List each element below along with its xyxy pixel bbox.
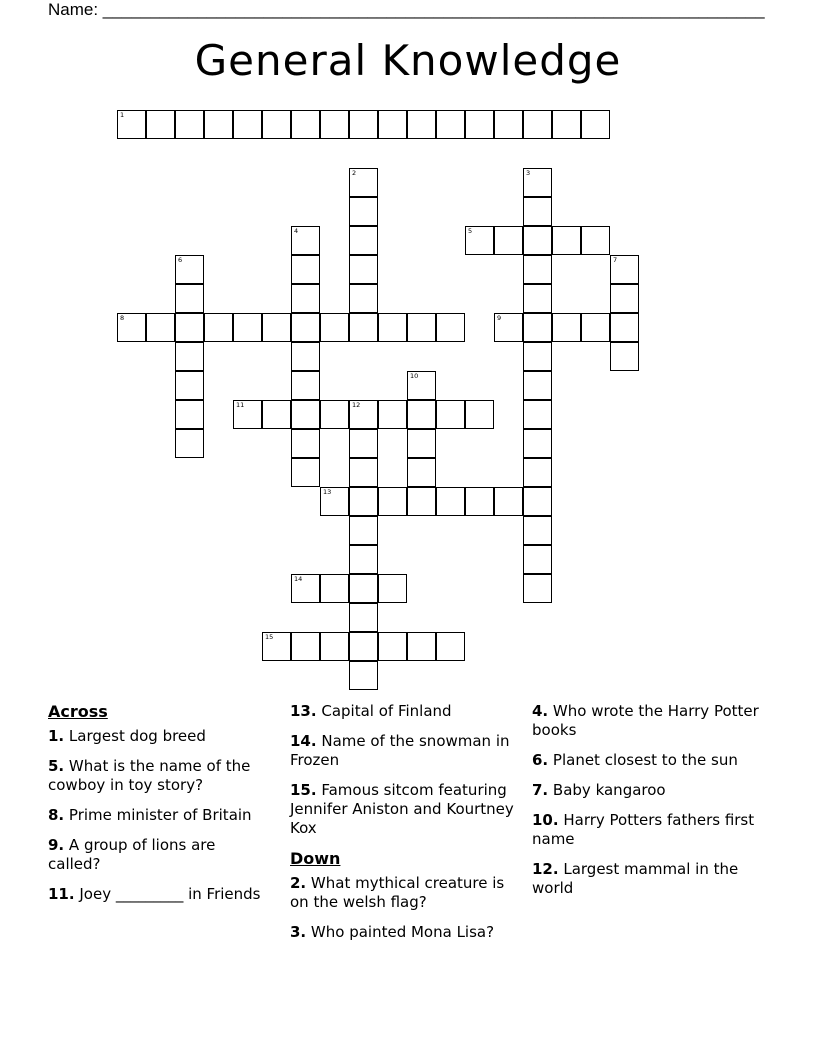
grid-cell[interactable] <box>407 400 436 429</box>
grid-cell[interactable] <box>378 487 407 516</box>
grid-cell[interactable] <box>523 458 552 487</box>
grid-cell[interactable] <box>291 400 320 429</box>
clue-down-7: 7. Baby kangaroo <box>532 781 666 799</box>
clue-across-15: 15. Famous sitcom featuring Jennifer Aniston and Kourtney Kox <box>290 781 514 837</box>
grid-cell[interactable] <box>552 226 581 255</box>
grid-cell[interactable] <box>407 429 436 458</box>
grid-cell[interactable] <box>175 255 204 284</box>
grid-cell[interactable] <box>291 632 320 661</box>
grid-cell[interactable] <box>291 371 320 400</box>
grid-cell[interactable] <box>523 197 552 226</box>
cell-number: 1 <box>120 111 125 119</box>
grid-cell[interactable] <box>291 284 320 313</box>
grid-cell[interactable] <box>349 168 378 197</box>
grid-cell[interactable] <box>610 313 639 342</box>
grid-cell[interactable] <box>204 313 233 342</box>
grid-cell[interactable] <box>436 400 465 429</box>
grid-cell[interactable] <box>494 110 523 139</box>
cell-number: 2 <box>352 169 357 177</box>
cell-number: 7 <box>613 256 618 264</box>
cell-number: 9 <box>497 314 502 322</box>
grid-cell[interactable] <box>146 110 175 139</box>
grid-cell[interactable] <box>349 313 378 342</box>
clue-down-3: 3. Who painted Mona Lisa? <box>290 923 495 941</box>
grid-cell[interactable] <box>291 313 320 342</box>
grid-cell[interactable] <box>378 574 407 603</box>
cell-number: 4 <box>294 227 299 235</box>
cell-number: 11 <box>236 401 245 409</box>
grid-cell[interactable] <box>523 371 552 400</box>
grid-cell[interactable] <box>320 400 349 429</box>
cell-number: 8 <box>120 314 125 322</box>
grid-cell[interactable] <box>494 313 523 342</box>
grid-cell[interactable] <box>436 110 465 139</box>
grid-cell[interactable] <box>523 255 552 284</box>
cell-number: 6 <box>178 256 183 264</box>
grid-cell[interactable] <box>175 371 204 400</box>
grid-cell[interactable] <box>204 110 233 139</box>
grid-cell[interactable] <box>581 110 610 139</box>
grid-cell[interactable] <box>407 313 436 342</box>
grid-cell[interactable] <box>523 168 552 197</box>
grid-cell[interactable] <box>581 313 610 342</box>
grid-cell[interactable] <box>465 400 494 429</box>
clue-across-5: 5. What is the name of the cowboy in toy story? <box>48 757 251 794</box>
grid-cell[interactable] <box>465 110 494 139</box>
grid-cell[interactable] <box>175 400 204 429</box>
clue-across-8: 8. Prime minister of Britain <box>48 806 252 824</box>
clue-down-4: 4. Who wrote the Harry Potter books <box>532 702 759 739</box>
grid-cell[interactable] <box>523 429 552 458</box>
grid-cell[interactable] <box>291 458 320 487</box>
grid-cell[interactable] <box>494 487 523 516</box>
grid-cell[interactable] <box>349 458 378 487</box>
grid-cell[interactable] <box>407 458 436 487</box>
grid-cell[interactable] <box>552 110 581 139</box>
clue-across-1: 1. Largest dog breed <box>48 727 206 745</box>
grid-cell[interactable] <box>117 110 146 139</box>
cell-number: 13 <box>323 488 332 496</box>
grid-cell[interactable] <box>320 110 349 139</box>
grid-cell[interactable] <box>378 400 407 429</box>
grid-cell[interactable] <box>291 342 320 371</box>
cell-number: 12 <box>352 401 361 409</box>
grid-cell[interactable] <box>523 545 552 574</box>
grid-cell[interactable] <box>291 429 320 458</box>
grid-cell[interactable] <box>349 400 378 429</box>
grid-cell[interactable] <box>523 110 552 139</box>
clue-across-11: 11. Joey _________ in Friends <box>48 885 261 903</box>
grid-cell[interactable] <box>233 110 262 139</box>
clue-across-9: 9. A group of lions are called? <box>48 836 216 873</box>
grid-cell[interactable] <box>349 429 378 458</box>
grid-cell[interactable] <box>349 487 378 516</box>
page-title: General Knowledge <box>194 36 622 85</box>
clue-down-12: 12. Largest mammal in the world <box>532 860 739 897</box>
clue-across-13: 13. Capital of Finland <box>290 702 452 720</box>
grid-cell[interactable] <box>465 226 494 255</box>
grid-cell[interactable] <box>349 284 378 313</box>
grid-cell[interactable] <box>349 197 378 226</box>
grid-cell[interactable] <box>407 110 436 139</box>
grid-cell[interactable] <box>349 545 378 574</box>
grid-cell[interactable] <box>349 632 378 661</box>
grid-cell[interactable] <box>291 226 320 255</box>
grid-cell[interactable] <box>378 110 407 139</box>
grid-cell[interactable] <box>320 313 349 342</box>
grid-cell[interactable] <box>233 400 262 429</box>
cell-number: 10 <box>410 372 419 380</box>
grid-cell[interactable] <box>175 429 204 458</box>
grid-cell[interactable] <box>291 255 320 284</box>
grid-cell[interactable] <box>349 574 378 603</box>
grid-cell[interactable] <box>610 255 639 284</box>
grid-cell[interactable] <box>349 110 378 139</box>
grid-cell[interactable] <box>610 284 639 313</box>
grid-cell[interactable] <box>349 516 378 545</box>
grid-cell[interactable] <box>378 313 407 342</box>
clues-column-2 <box>290 702 515 953</box>
clue-across-14: 14. Name of the snowman in Frozen <box>290 732 510 769</box>
grid-cell[interactable] <box>349 255 378 284</box>
grid-cell[interactable] <box>523 400 552 429</box>
grid-cell[interactable] <box>407 487 436 516</box>
grid-cell[interactable] <box>262 400 291 429</box>
grid-cell[interactable] <box>523 342 552 371</box>
clues-column-1 <box>48 702 268 915</box>
down-heading: Down <box>290 849 341 868</box>
grid-cell[interactable] <box>581 226 610 255</box>
grid-cell[interactable] <box>494 226 523 255</box>
cell-number: 15 <box>265 633 274 641</box>
cell-number: 5 <box>468 227 473 235</box>
grid-cell[interactable] <box>117 313 146 342</box>
grid-cell[interactable] <box>320 487 349 516</box>
grid-cell[interactable] <box>523 226 552 255</box>
grid-cell[interactable] <box>523 516 552 545</box>
grid-cell[interactable] <box>552 313 581 342</box>
grid-cell[interactable] <box>407 371 436 400</box>
grid-cell[interactable] <box>262 313 291 342</box>
grid-cell[interactable] <box>523 284 552 313</box>
grid-cell[interactable] <box>291 110 320 139</box>
grid-cell[interactable] <box>233 313 262 342</box>
clue-down-6: 6. Planet closest to the sun <box>532 751 738 769</box>
cell-number: 3 <box>526 169 531 177</box>
grid-cell[interactable] <box>291 574 320 603</box>
clues-column-3 <box>532 702 762 909</box>
clue-down-10: 10. Harry Potters fathers first name <box>532 811 755 848</box>
grid-cell[interactable] <box>436 487 465 516</box>
grid-cell[interactable] <box>465 487 494 516</box>
grid-cell[interactable] <box>146 313 175 342</box>
grid-cell[interactable] <box>320 574 349 603</box>
name-line: Name: ______________________________________________________________________ <box>48 0 765 19</box>
grid-cell[interactable] <box>349 661 378 690</box>
grid-cell[interactable] <box>523 313 552 342</box>
grid-cell[interactable] <box>175 110 204 139</box>
grid-cell[interactable] <box>262 632 291 661</box>
grid-cell[interactable] <box>523 487 552 516</box>
grid-cell[interactable] <box>523 574 552 603</box>
grid-cell[interactable] <box>175 284 204 313</box>
grid-cell[interactable] <box>436 632 465 661</box>
grid-cell[interactable] <box>349 603 378 632</box>
grid-cell[interactable] <box>349 226 378 255</box>
across-heading: Across <box>48 702 108 721</box>
grid-cell[interactable] <box>175 313 204 342</box>
grid-cell[interactable] <box>320 632 349 661</box>
cell-number: 14 <box>294 575 303 583</box>
grid-cell[interactable] <box>262 110 291 139</box>
grid-cell[interactable] <box>436 313 465 342</box>
grid-cell[interactable] <box>378 632 407 661</box>
grid-cell[interactable] <box>407 632 436 661</box>
grid-cell[interactable] <box>610 342 639 371</box>
clue-down-2: 2. What mythical creature is on the welsh flag? <box>290 874 505 911</box>
grid-cell[interactable] <box>175 342 204 371</box>
